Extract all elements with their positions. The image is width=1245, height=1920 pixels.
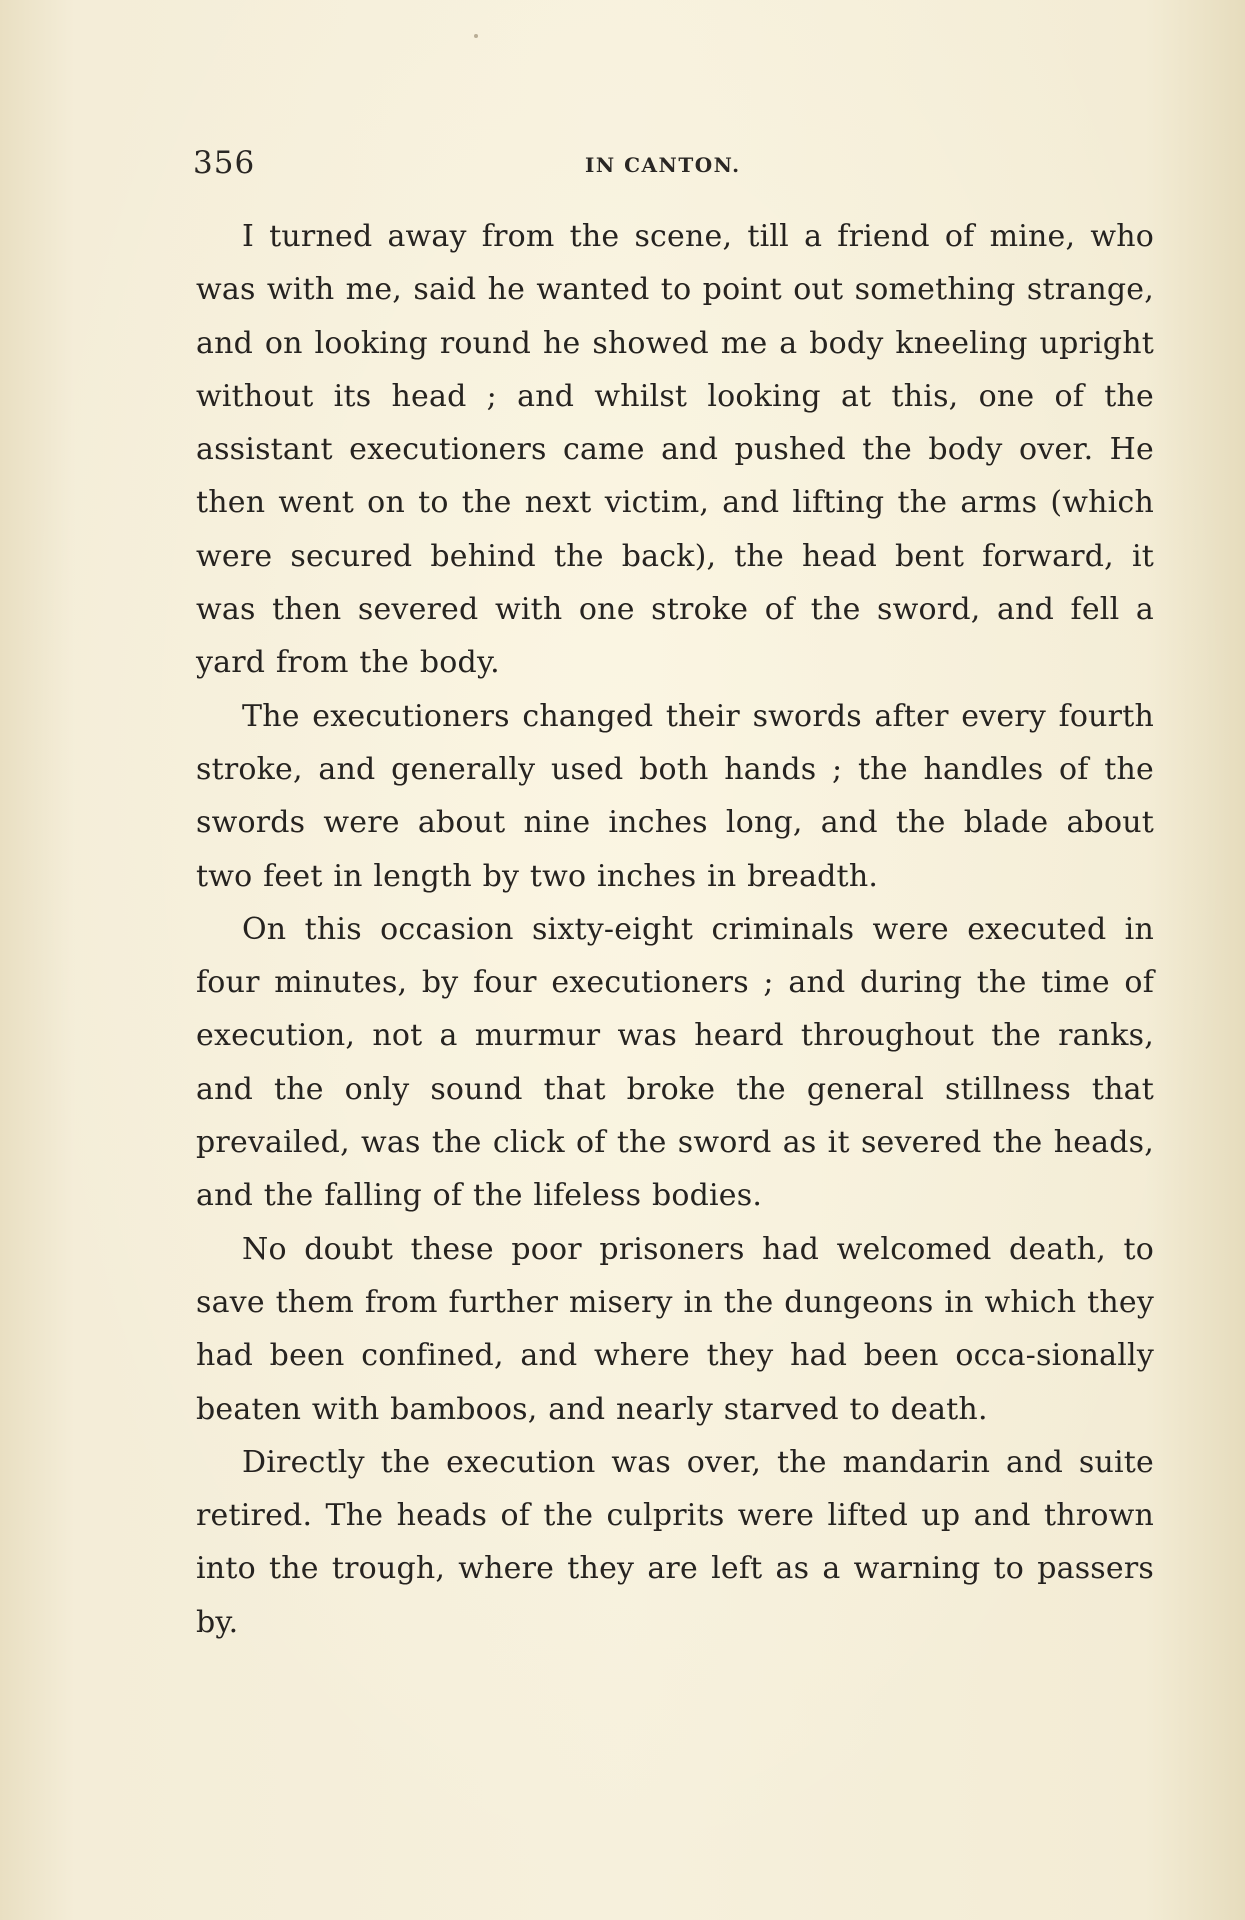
paragraph: The executioners changed their swords after every fourth stroke, and generally used both hands ; the handles of the swords were about nine inches long, and the blade about two feet in length by two inches in breadth.	[196, 698, 1154, 894]
paragraph: No doubt these poor prisoners had welcomed death, to save them from further misery in the dungeons in which they had been confined, and where they had been occa-sionally beaten with bamboos, and nearly starved to death.	[196, 1231, 1154, 1427]
printing-speck	[474, 34, 478, 38]
page-header	[193, 145, 1153, 185]
text-body	[196, 210, 1154, 1649]
paragraph: On this occasion sixty-eight criminals were executed in four minutes, by four executioners ; and during the time of execution, not a murmur was heard throughout the ranks, and the only sound that broke the general stillness that prevailed, was the click of the sword as it severed the heads, and the falling of the lifeless bodies.	[196, 911, 1154, 1214]
paragraph: I turned away from the scene, till a friend of mine, who was with me, said he wanted to point out something strange, and on looking round he showed me a body kneeling upright without its head ; and whilst looking at this, one of the assistant executioners came and pushed the body over. He then went on to the next victim, and lifting the arms (which were secured behind the back), the head bent forward, it was then severed with one stroke of the sword, and fell a yard from the body.	[196, 219, 1154, 681]
page-number: 356	[193, 145, 256, 181]
paragraph: Directly the execution was over, the mandarin and suite retired. The heads of the culprits were lifted up and thrown into the trough, where they are left as a warning to passers by.	[196, 1444, 1154, 1640]
running-head: IN CANTON.	[585, 153, 741, 177]
